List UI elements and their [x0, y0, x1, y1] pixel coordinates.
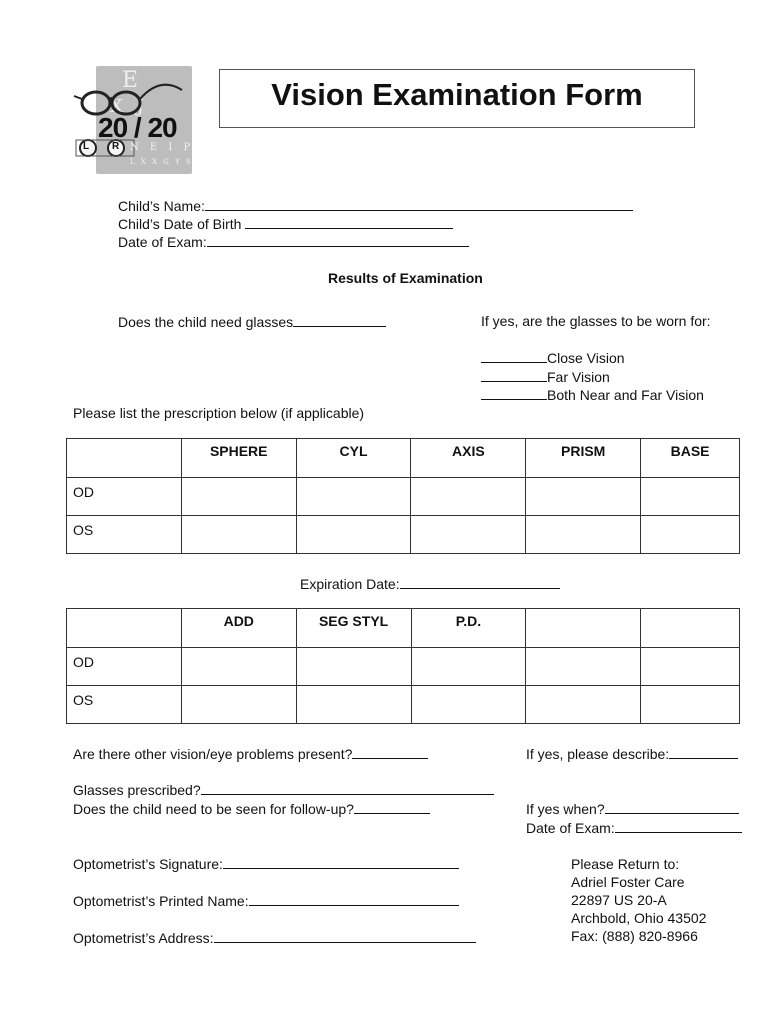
table-header-row	[67, 439, 740, 478]
follow-up-label: Does the child need to be seen for follow-up?	[73, 801, 354, 817]
followup-exam-date-label: Date of Exam:	[526, 820, 615, 836]
followup-exam-date-row	[526, 819, 742, 836]
od-prism-cell[interactable]	[526, 478, 641, 516]
od-extra-cell-2[interactable]	[641, 648, 740, 686]
od-base-cell[interactable]	[641, 478, 740, 516]
lens-details-table	[66, 608, 740, 724]
describe-row	[526, 745, 738, 762]
header-base: BASE	[641, 439, 740, 478]
os-base-cell[interactable]	[641, 516, 740, 554]
worn-option-close-field[interactable]	[481, 349, 547, 363]
optometrist-name-label: Optometrist’s Printed Name:	[73, 893, 249, 909]
followup-exam-date-field[interactable]	[615, 819, 742, 833]
expiration-field[interactable]	[400, 575, 560, 589]
table-row	[67, 686, 740, 724]
od-axis-cell[interactable]	[411, 478, 526, 516]
worn-option-both-field[interactable]	[481, 386, 547, 400]
describe-label: If yes, please describe:	[526, 746, 670, 762]
header-axis: AXIS	[411, 439, 526, 478]
results-heading: Results of Examination	[328, 270, 483, 286]
table-row	[67, 516, 740, 554]
worn-option-both	[481, 386, 704, 403]
worn-option-close	[481, 349, 625, 366]
other-problems-field[interactable]	[352, 745, 428, 759]
os-extra-cell-2[interactable]	[641, 686, 740, 724]
os-prism-cell[interactable]	[526, 516, 641, 554]
header-blank-5	[526, 609, 641, 648]
os-sphere-cell[interactable]	[181, 516, 296, 554]
worn-option-far	[481, 368, 610, 385]
row-label-os: OS	[67, 516, 182, 554]
optometrist-address-row	[73, 929, 476, 946]
row-label-os: OS	[67, 686, 182, 724]
optometrist-address-label: Optometrist’s Address:	[73, 930, 214, 946]
expiration-row	[300, 575, 560, 592]
child-name-field[interactable]	[205, 197, 633, 211]
worn-option-far-field[interactable]	[481, 368, 547, 382]
return-heading: Please Return to:	[571, 856, 680, 872]
glasses-answer-field[interactable]	[293, 313, 386, 327]
worn-option-both-label: Both Near and Far Vision	[547, 387, 704, 403]
describe-field[interactable]	[669, 745, 738, 759]
os-axis-cell[interactable]	[411, 516, 526, 554]
header-pd: P.D.	[411, 609, 526, 648]
table-row	[67, 478, 740, 516]
optometrist-name-field[interactable]	[249, 892, 459, 906]
header-cell-blank	[67, 609, 182, 648]
exam-date-label: Date of Exam:	[118, 234, 207, 250]
title-box	[219, 69, 695, 128]
follow-up-field[interactable]	[354, 800, 430, 814]
os-extra-cell-1[interactable]	[526, 686, 641, 724]
od-extra-cell-1[interactable]	[526, 648, 641, 686]
os-seg-styl-cell[interactable]	[296, 686, 411, 724]
glasses-question-label: Does the child need glasses	[118, 314, 294, 330]
optometrist-signature-row	[73, 855, 459, 872]
glasses-prescribed-row	[73, 781, 494, 798]
if-yes-when-label: If yes when?	[526, 801, 605, 817]
child-name-label: Child’s Name:	[118, 198, 205, 214]
od-cyl-cell[interactable]	[296, 478, 411, 516]
other-problems-label: Are there other vision/eye problems present?	[73, 746, 353, 762]
if-yes-when-row	[526, 800, 739, 817]
child-dob-label: Child’s Date of Birth	[118, 216, 242, 232]
od-add-cell[interactable]	[181, 648, 296, 686]
od-pd-cell[interactable]	[411, 648, 526, 686]
header-prism: PRISM	[526, 439, 641, 478]
optometrist-signature-label: Optometrist’s Signature:	[73, 856, 223, 872]
row-label-od: OD	[67, 648, 182, 686]
glasses-question-row	[118, 313, 386, 330]
header-seg-styl: SEG STYL	[296, 609, 411, 648]
eye-chart-row-4: L X X G Y S	[130, 158, 193, 166]
badge-left: L	[83, 141, 90, 152]
header-sphere: SPHERE	[181, 439, 296, 478]
header-blank-6	[641, 609, 740, 648]
header-cell-blank	[67, 439, 182, 478]
return-fax: Fax: (888) 820-8966	[571, 928, 698, 944]
worn-option-far-label: Far Vision	[547, 369, 610, 385]
eye-chart-row-3: N E I P	[130, 142, 195, 153]
eye-chart-row-1: E	[122, 68, 145, 93]
eye-chart-row-2: X J	[110, 96, 148, 117]
prescription-table	[66, 438, 740, 554]
child-dob-field[interactable]	[245, 215, 453, 229]
prescription-prompt: Please list the prescription below (if applicable)	[73, 405, 365, 421]
od-seg-styl-cell[interactable]	[296, 648, 411, 686]
os-cyl-cell[interactable]	[296, 516, 411, 554]
header-cyl: CYL	[296, 439, 411, 478]
other-problems-row	[73, 745, 428, 762]
expiration-label: Expiration Date:	[300, 576, 400, 592]
return-org: Adriel Foster Care	[571, 874, 685, 890]
if-yes-when-field[interactable]	[605, 800, 739, 814]
child-dob-row	[118, 215, 453, 232]
return-street: 22897 US 20-A	[571, 892, 667, 908]
optometrist-signature-field[interactable]	[223, 855, 459, 869]
badge-right: R	[112, 141, 120, 152]
optometrist-name-row	[73, 892, 459, 909]
optometrist-address-field[interactable]	[214, 929, 476, 943]
worn-for-question: If yes, are the glasses to be worn for:	[481, 313, 711, 329]
glasses-prescribed-field[interactable]	[201, 781, 494, 795]
child-name-row	[118, 197, 633, 214]
row-label-od: OD	[67, 478, 182, 516]
table-header-row	[67, 609, 740, 648]
header-add: ADD	[181, 609, 296, 648]
follow-up-row	[73, 800, 430, 817]
return-city: Archbold, Ohio 43502	[571, 910, 707, 926]
od-sphere-cell[interactable]	[181, 478, 296, 516]
table-row	[67, 648, 740, 686]
vision-logo	[70, 66, 200, 174]
os-pd-cell[interactable]	[411, 686, 526, 724]
worn-option-close-label: Close Vision	[547, 350, 625, 366]
os-add-cell[interactable]	[181, 686, 296, 724]
form-title: Vision Examination Form	[271, 77, 643, 112]
return-address	[571, 855, 706, 945]
exam-date-field[interactable]	[207, 233, 469, 247]
glasses-prescribed-label: Glasses prescribed?	[73, 782, 201, 798]
exam-date-row	[118, 233, 469, 250]
acuity-20-20: 20 / 20	[98, 112, 177, 143]
